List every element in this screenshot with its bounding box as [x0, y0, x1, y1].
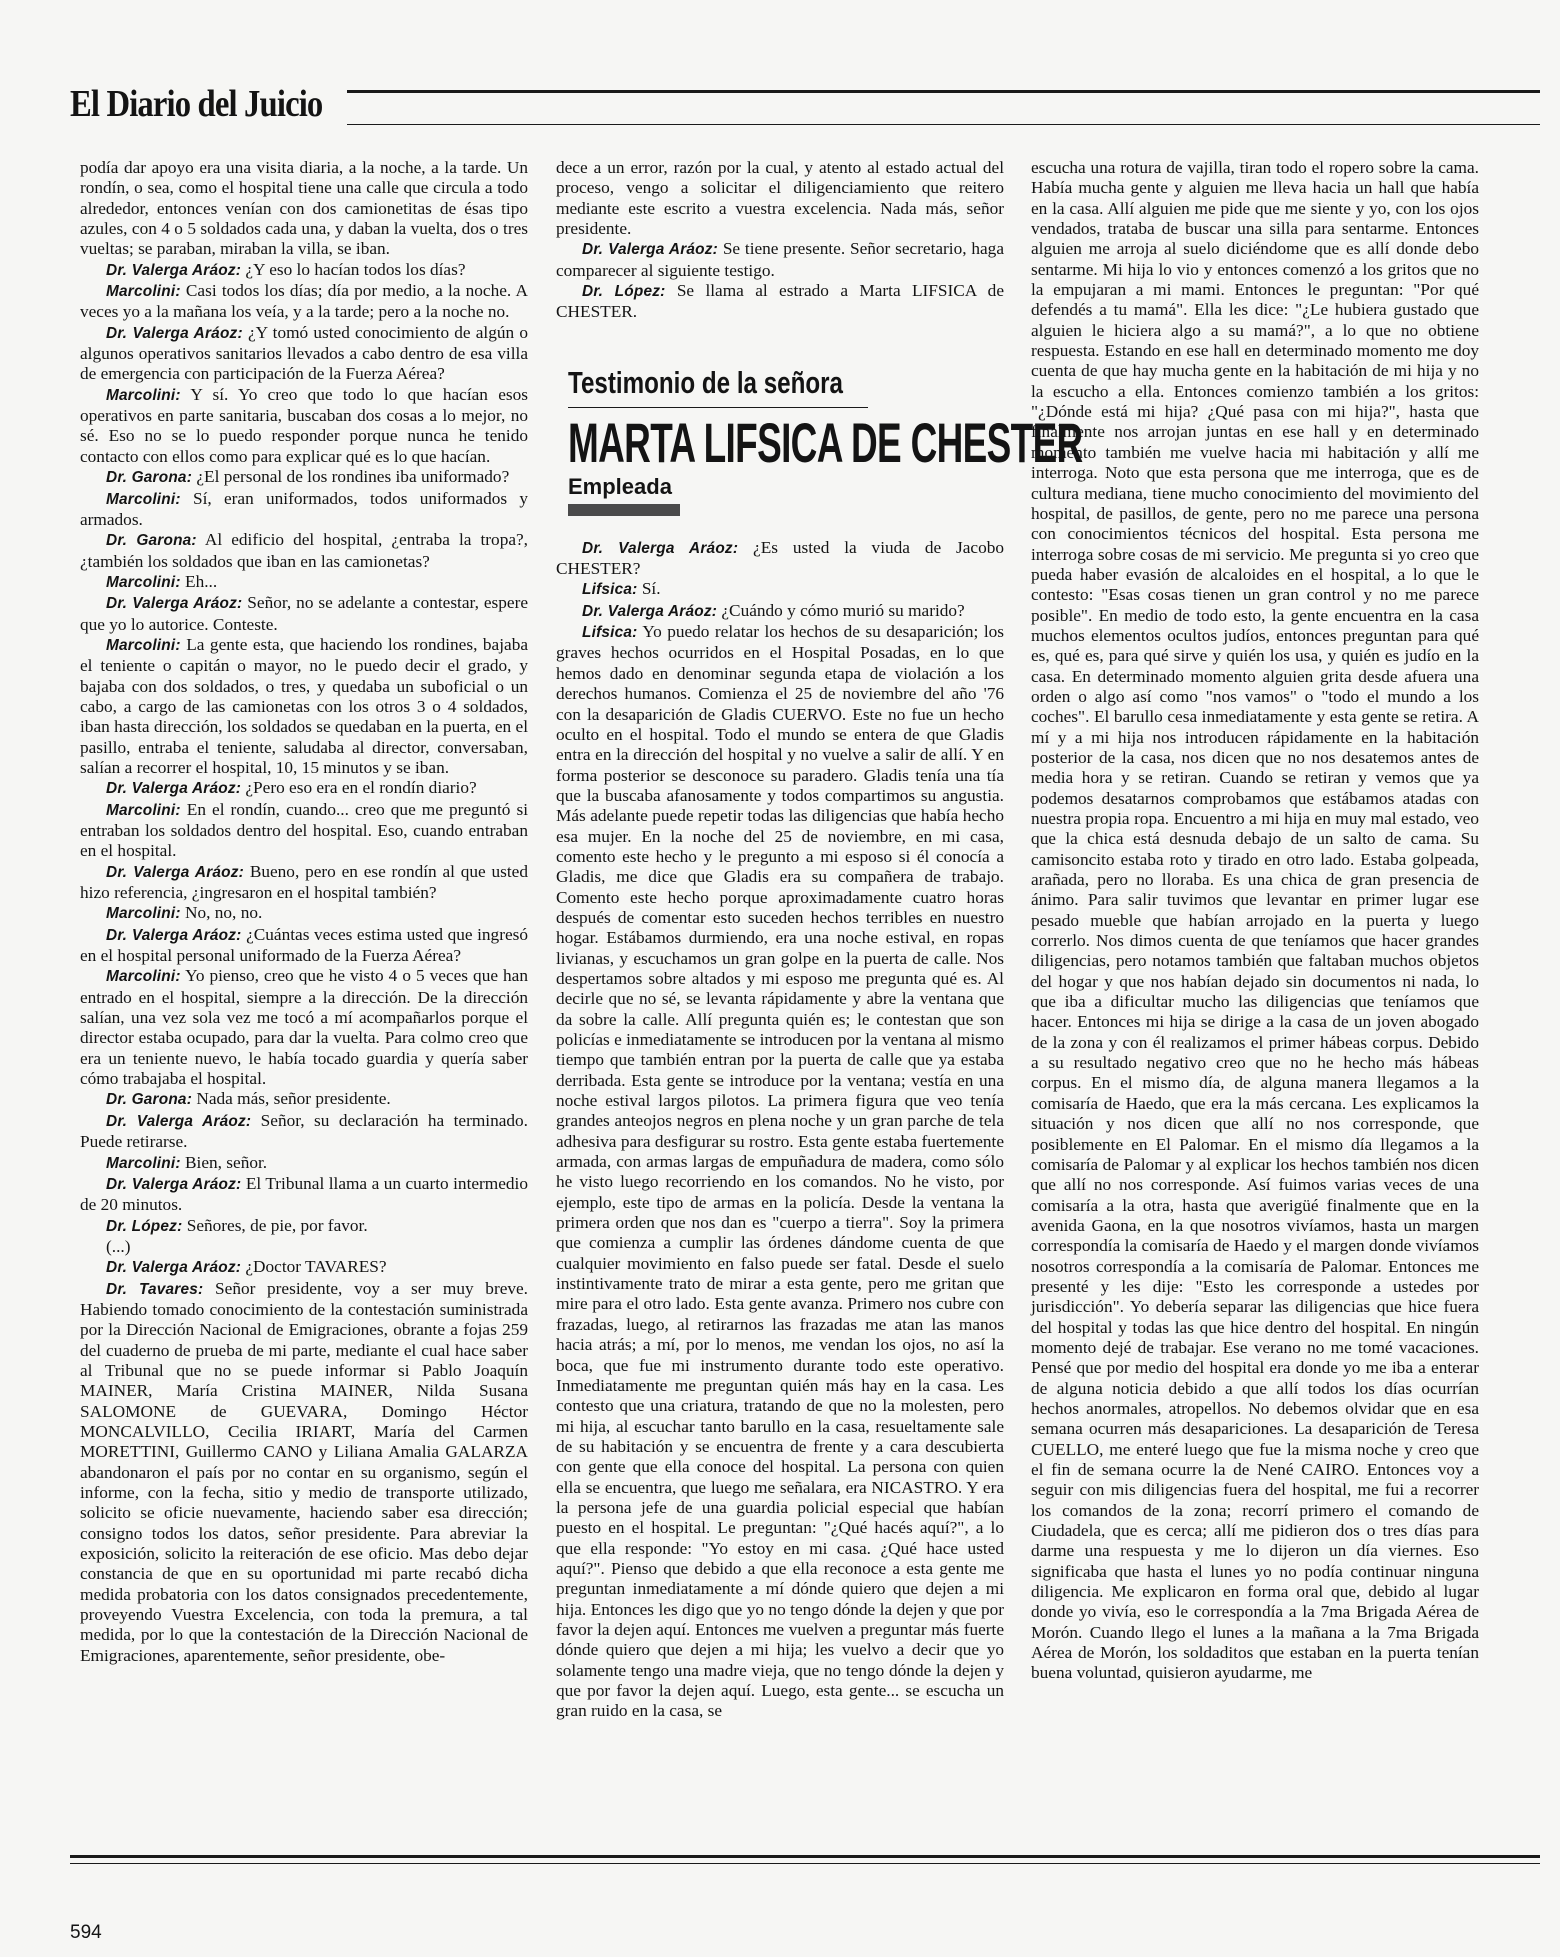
speaker-label: Dr. Garona: [106, 1091, 193, 1109]
speaker-label: Dr. Valerga Aráoz: [106, 261, 242, 279]
speech-paragraph [80, 1174, 528, 1216]
speech-paragraph [80, 1216, 528, 1237]
speech-paragraph [80, 1257, 528, 1278]
paragraph-text: ¿Pero eso era en el rondín diario? [245, 778, 477, 798]
speech-paragraph [80, 593, 528, 635]
speech-paragraph [80, 778, 528, 799]
paragraph-text: Y sí. Yo creo que todo lo que hacían esos operativos en parte sanitaria, buscaban dos cosas a lo mejor, no sé. Eso no se lo puedo responder porque nunca he tenido contacto con ellos como para explicar qué es lo que hacían. [80, 384, 528, 466]
speech-paragraph [80, 862, 528, 904]
witness-name: MARTA LIFSICA DE CHESTER [568, 410, 1083, 474]
speech-paragraph [80, 1279, 528, 1667]
masthead-rule-bottom [347, 124, 1540, 125]
speaker-label: Lifsica: [582, 581, 638, 599]
speaker-label: Dr. Valerga Aráoz: [582, 602, 718, 620]
speech-paragraph [80, 1111, 528, 1153]
paragraph-text: La gente esta, que haciendo los rondines, bajaba el teniente o capitán o mayor, no le puedo decir el grado, y bajaba con dos soldados, o tres, y quedaba un suboficial o un cabo, a cargo de las camionetas con los otros 3 o 4 soldados, iban hasta dirección, los soldados se quedaban en la puerta, en el pasillo, entraba el teniente, saludaba al director, conversaban, salían a recorrer el hospital, 10, 15 minutos y se iban. [80, 634, 529, 777]
paragraph-text: Eh... [185, 571, 218, 591]
speech-paragraph [80, 467, 528, 488]
speaker-label: Dr. Valerga Aráoz: [106, 1259, 242, 1277]
speaker-label: Marcolini: [106, 636, 181, 654]
speaker-label: Marcolini: [106, 573, 181, 591]
speech-paragraph [80, 385, 528, 467]
testimony-rule [568, 407, 868, 408]
text-paragraph [1031, 158, 1479, 1684]
paragraph-text: escucha una rotura de vajilla, tiran todo el ropero sobre la cama. Había mucha gente y alguien me lleva hacia un hall que había en la casa. Allí alguien me pide que me siente y yo, con los ojos vendados, trataba de buscar una silla para sentarme. Entonces alguien me arroja al suelo diciéndome que es allí donde debo sentarme. Mi hija lo vio y entonces comenzó a los gritos que no la empujaran a mi mami. Entonces le preguntan: "Por qué defendés a tu mamá". Ella les dice: "¿Le hubiera gustado que alguien le hiciera algo a su mamá?", a lo que no obtiene respuesta. Estando en ese hall en determinado momento me doy cuenta de que hay mucha gente en la habitación de mi hija y no la escucho a ella. Entonces comienzo también a los gritos: "¿Dónde está mi hija? ¿Qué pasa con mi hija?", hasta que finalmente nos arrojan juntas en ese hall y en determinado momento también me vuelve hacia mi habitación y allí me interroga. Noto que esta persona que me interroga, que es de cultura mediana, tiene mucho conocimiento del movimiento del hospital, de pasillos, de gente, pero no me parece una persona con conocimientos técnicos del hospital. Esta persona me interroga sobre cosas de mi servicio. Me pregunta si yo creo que pueda haber evasión de alcaloides en el hospital, a lo que le contesto: "Esas cosas tienen un gran control y no me parece posible". En medio de todo esto, la gente encuentra en la casa muchos elementos ocultos judíos, entonces preguntan para qué es, qué es, para qué sirve y quién los usa, y quién es judío en la casa. En determinado momento alguien grita desde afuera una orden o algo así como "nos vamos" o "todo el mundo a los coches". El barullo cesa inmediatamente y esta gente se retira. A mí y a mi hija nos introducen rápidamente en la habitación posterior de la casa, nos dicen que no nos desatemos antes de media hora y se retiran. Cuando se retiran y vemos que ya podemos desatarnos comprobamos que estábamos atadas con nuestra propia ropa. Encuentro a mi hija en muy mal estado, veo que la chica está desnuda debajo de un salto de cama. Su camisoncito estaba roto y tirado en otro lado. Estaba golpeada, arañada, pero no lloraba. Es una chica de gran presencia de ánimo. Para salir tuvimos que levantar en primer lugar ese pesado mueble que habían arrojado en la puerta y luego correrlo. Nos dimos cuenta de que teníamos que hacer grandes diligencias, pero notamos también que faltaban muchos objetos del hogar y que nos habían dejado sin documentos ni nada, lo que iba a dificultar mucho las diligencias que teníamos que hacer. Entonces mi hija se dirige a la casa de un joven abogado de la zona y con él realizamos el primer hábeas corpus. Debido a su resultado negativo creo que no he hecho más hábeas corpus. En el mismo día, de alguna manera llegamos a la comisaría de Haedo, que era la más cercana. Les explicamos la situación y nos dicen que allí no nos corresponde, que posiblemente en El Palomar. En el mismo día llegamos a la comisaría de Palomar y al explicar los hechos también nos dicen que allí no nos corresponde. Así fuimos varias veces de una comisaría a la otra, hasta que averigüé finalmente que en la avenida Gaona, en la que nosotros vivíamos, hasta un margen correspondía la comisaría de Haedo y el margen donde vivíamos nosotros correspondía a la comisaría de Palomar. Entonces me presenté y les dije: "Esto les corresponde a ustedes por jurisdicción". Yo debería separar las diligencias que hice fuera del hospital y todas las que hice dentro del hospital. En ningún momento dejé de trabajar. Ese verano no me tomé vacaciones. Pensé que por medio del hospital era donde yo me iba a enterar de alguna noticia debido a que allí todos los días ocurrían hechos anormales, atropellos. No debemos olvidar que en esa semana ocurren más desapariciones. La desaparición de Teresa CUELLO, me enteré luego que fue la misma noche y creo que el fin de semana ocurre la de Nené CAIRO. Entonces voy a seguir con mis diligencias fuera del hospital, me fui a recorrer los comandos de la zona; recorrí primero el comando de Ciudadela, que es cerca; allí me pidieron dos o tres días para darme una respuesta y me lo dijeron un día viernes. Eso significaba que hasta el lunes yo no podía continuar ninguna diligencia. Me explicaron en forma oral que, debido al lugar donde yo vivía, eso le correspondía a la 7ma Brigada Aérea de Morón. Cuando llego el lunes a la mañana a la 7ma Brigada Aérea de Morón, los soldaditos que estaban en la puerta tenían buena voluntad, quisieron ayudarme, me [1031, 158, 1479, 1683]
paragraph-text: dece a un error, razón por la cual, y atento al estado actual del proceso, vengo a solicitar el diligenciamiento que reitero mediante este escrito a vuestra excelencia. Nada más, señor presidente. [556, 158, 1004, 239]
paragraph-text: ¿Y eso lo hacían todos los días? [245, 259, 466, 279]
heading-bar [568, 504, 680, 516]
speaker-label: Dr. Valerga Aráoz: [106, 780, 242, 798]
footer-rule-thin [70, 1863, 1540, 1864]
speaker-label: Marcolini: [106, 801, 181, 819]
speaker-label: Dr. Tavares: [106, 1280, 204, 1298]
speech-paragraph [80, 323, 528, 385]
speaker-label: Lifsica: [582, 624, 638, 642]
speech-paragraph [556, 281, 1004, 323]
testimony-heading [568, 363, 1083, 516]
speaker-label: Dr. López: [106, 1217, 183, 1235]
paragraph-text: ¿Cuántas veces estima usted que ingresó en el hospital personal uniformado de la Fuerza Aérea? [80, 924, 528, 966]
witness-occupation: Empleada [568, 473, 672, 499]
speaker-label: Dr. Valerga Aráoz: [106, 324, 243, 342]
speech-paragraph [80, 530, 528, 572]
speech-paragraph [556, 622, 1004, 1722]
paragraph-text: Señor, no se adelante a contestar, espere que yo lo autorice. Conteste. [80, 593, 528, 634]
speech-paragraph [80, 903, 528, 924]
speech-paragraph [556, 601, 1004, 622]
paragraph-text: En el rondín, cuando... creo que me preguntó si entraban los soldados dentro del hospital. Eso, cuando entraban en el hospital. [80, 799, 528, 861]
masthead-rule-top [347, 90, 1540, 93]
column-2 [556, 158, 1083, 1844]
paragraph-text: Bueno, pero en ese rondín al que usted hizo referencia, ¿ingresaron en el hospital también? [80, 861, 528, 903]
speaker-label: Marcolini: [106, 968, 181, 986]
speaker-label: Dr. Valerga Aráoz: [582, 539, 739, 557]
paragraph-text: No, no, no. [185, 903, 263, 923]
footer-rule-thick [70, 1855, 1540, 1858]
speaker-label: Dr. Valerga Aráoz: [582, 241, 718, 259]
paragraph-text: Yo pienso, creo que he visto 4 o 5 veces que han entrado en el hospital, siempre a la dirección. De la dirección salían, una vez sola vez me tocó a mí acompañarlos porque el director estaba ocupado, para dar la vuelta. Para colmo creo que era un teniente nuevo, le había tocado guardia y quería saber cómo trabajaba el hospital. [80, 966, 528, 1089]
paragraph-text: Se tiene presente. Señor secretario, haga comparecer al siguiente testigo. [556, 239, 1004, 280]
paragraph-text: Yo puedo relatar los hechos de su desaparición; los graves hechos ocurridos en el Hospital Posadas, en lo que hemos dado en denominar segunda etapa de violación a los derechos humanos. Comienza el 25 de noviembre del año '76 con la desaparición de Gladis CUERVO. Este no fue un hecho oculto en el hospital. Todo el mundo se entera de que Gladis entra en la dirección del hospital y no vuelve a salir de allí. Y en forma posterior se desconoce su paradero. Gladis tenía una tía que la buscaba afanosamente y todos compartimos su angustia. Más adelante puede repetir todas las diligencias que había hecho esa mujer. En la noche del 25 de noviembre, en mi casa, comento este hecho y le pregunto a mi esposo si él conocía a Gladis, me dice que Gladis era su compañera de trabajo. Comento este hecho porque aproximadamente cuatro horas después de comentar esto suceden hechos terribles en nuestro hogar. Estábamos durmiendo, era una noche estival, en ropas livianas, y escuchamos un gran golpe en la puerta de calle. Nos despertamos sobre altados y mi esposo me pregunta qué es. Al decirle que no sé, se levanta rápidamente y abre la ventana que da sobre la calle. Allí pregunta quién es; le contestan que son policías e inmediatamente se introducen por la ventana al mismo tiempo que también entran por la puerta de calle que ya estaba derribada. Esta gente se introduce por la ventana; vestía en una noche estival largos pilotos. La primera figura que veo tenía grandes anteojos negros en plena noche y un gran parche de tela adhesiva para desfigurar su rostro. Esta gente estaba fuertemente armada, con armas largas de empuñadura de madera, como sólo he visto luego recorriendo en los comandos. No he visto, por ejemplo, este tipo de armas en la policía. Desde la ventana la primera orden que nos dan es "cuerpo a tierra". Soy la primera que comienza a cumplir las órdenes dándome cuenta de que cualquier movimiento en falso puede ser fatal. Desde el suelo instintivamente trato de mirar a esta gente, pero me gritan que mire para el otro lado. Esta gente avanza. Primero nos cubre con frazadas, luego, al retirarnos las frazadas me atan las manos hacia atrás; a mí, por lo menos, me vendan los ojos, no así la boca, que fue mi instrumento durante todo este operativo. Inmediatamente me preguntan quién más hay en la casa. Les contesto que una criatura, tratando de que no la molesten, pero mi hija, al escuchar tanto barullo en la casa, resueltamente sale de su habitación y se encuentra de frente y a cara descubierta con gente que ella conoce del hospital. La persona con quien ella se encuentra, que luego me señalara, era NICASTRO. Y era la persona jefe de una guardia policial especial que habían puesto en el hospital. Le preguntan: "¿Qué hacés aquí?", a lo que ella responde: "Yo estoy en mi casa. ¿Qué hace usted aquí?". Pienso que debido a que ella reconoce a esta gente me preguntan inmediatamente a mí dónde quiero que dejen a mi hija. Entonces les digo que yo no tengo dónde la dejen y que por favor la dejen aquí. Entonces me vuelven a preguntar más fuerte dónde quiero que dejen a mi hija; les vuelvo a decir que yo solamente tengo una madre vieja, que no tengo dónde la dejen y que por favor la dejen aquí. Luego, esta gente... se escucha un gran ruido en la casa, se [556, 622, 1004, 1721]
speech-paragraph [556, 239, 1004, 281]
column-1 [80, 158, 528, 1844]
paragraph-text: Señor, su declaración ha terminado. Puede retirarse. [80, 1110, 528, 1152]
paragraph-text: El Tribunal llama a un cuarto intermedio de 20 minutos. [80, 1173, 528, 1215]
paragraph-text: ¿Doctor TAVARES? [245, 1257, 387, 1277]
speaker-label: Dr. Valerga Aráoz: [106, 926, 242, 944]
speech-paragraph [80, 260, 528, 281]
paragraph-text: podía dar apoyo era una visita diaria, a la noche, a la tarde. Un rondín, o sea, como el hospital tiene una calle que circula a todo alrededor, entonces venían con dos camionetitas de ésas tipo azules, con 4 o 5 soldados cada una, y daban la vuelta, dos o tres vueltas; se paraban, miraban la villa, se iban. [80, 158, 528, 259]
speech-paragraph [80, 489, 528, 531]
speaker-label: Dr. Valerga Aráoz: [106, 1112, 252, 1130]
masthead [70, 82, 1540, 132]
speech-paragraph [80, 281, 528, 323]
speaker-label: Dr. López: [582, 283, 666, 301]
masthead-title: El Diario del Juicio [70, 83, 323, 125]
page-number: 594 [70, 1922, 102, 1943]
testimony-lead: Testimonio de la señora [568, 364, 844, 400]
speaker-label: Marcolini: [106, 386, 181, 404]
paragraph-text: Se llama al estrado a Marta LIFSICA de CHESTER. [556, 281, 1004, 322]
speaker-label: Dr. Valerga Aráoz: [106, 595, 243, 613]
speaker-label: Marcolini: [106, 905, 181, 923]
paragraph-text: Señores, de pie, por favor. [186, 1215, 368, 1235]
paragraph-text: ¿El personal de los rondines iba uniformado? [196, 467, 510, 487]
speech-paragraph [80, 635, 528, 778]
speaker-label: Dr. Valerga Aráoz: [106, 1175, 242, 1193]
speech-paragraph [556, 579, 1004, 600]
paragraph-text: Nada más, señor presidente. [196, 1089, 391, 1109]
paragraph-text: Casi todos los días; día por medio, a la noche. A veces yo a la mañana los veía, y a la tarde; pero a la noche no. [80, 281, 528, 322]
speech-paragraph [80, 925, 528, 967]
text-paragraph [80, 158, 528, 260]
paragraph-text: ¿Es usted la viuda de Jacobo CHESTER? [556, 537, 1004, 579]
speaker-label: Dr. Valerga Aráoz: [106, 863, 245, 881]
speech-paragraph [80, 1153, 528, 1174]
speech-paragraph [80, 572, 528, 593]
column-2-top [556, 158, 1004, 323]
text-paragraph [556, 158, 1004, 239]
speech-paragraph [80, 1089, 528, 1110]
paragraph-text: Sí, eran uniformados, todos uniformados y armados. [80, 488, 528, 529]
column-2-bottom [556, 538, 1004, 1722]
speaker-label: Dr. Garona: [106, 469, 193, 487]
paragraph-text: Sí. [641, 579, 661, 599]
paragraph-text: (...) [106, 1236, 131, 1256]
speaker-label: Marcolini: [106, 490, 181, 508]
speech-paragraph [80, 800, 528, 862]
paragraph-text: Bien, señor. [185, 1152, 268, 1172]
speaker-label: Marcolini: [106, 283, 181, 301]
speech-paragraph [80, 966, 528, 1089]
paragraph-text: Señor presidente, voy a ser muy breve. Habiendo tomado conocimiento de la contestación suministrada por la Dirección Nacional de Emigraciones, obrante a fojas 259 del cuaderno de prueba de mi parte, mediante el cual hace saber al Tribunal que no se puede informar si Pablo Joaquín MAINER, María Cristina MAINER, Nilda Susana SALOMONE de GUEVARA, Domingo Héctor MONCALVILLO, Cecilia IRIART, María del Carmen MORETTINI, Guillermo CANO y Liliana Amalia GALARZA abandonaron el país por no contar en su organismo, según el informe, con la fecha, sitio y medio de transporte utilizado, solicito se oficie nuevamente, haciendo saber esa dirección; consigno todos los datos, señor presidente. Para abreviar la exposición, solicito la reiteración de ese oficio. Mas debo dejar constancia de que en su oportunidad mi parte recabó dicha medida probatoria con los datos consignados precedentemente, proveyendo Vuestra Excelencia, con toda la premura, a tal medida, por lo que la contestación de la Dirección Nacional de Emigraciones, aparentemente, señor presidente, obe- [80, 1278, 528, 1665]
speaker-label: Marcolini: [106, 1154, 181, 1172]
text-paragraph [80, 1237, 528, 1257]
speaker-label: Dr. Garona: [106, 532, 197, 550]
paragraph-text: ¿Cuándo y cómo murió su marido? [721, 600, 965, 620]
speech-paragraph [556, 538, 1004, 580]
column-3 [1031, 158, 1479, 1844]
paragraph-text: ¿Y tomó usted conocimiento de algún o algunos operativos sanitarios llevados a cabo dentro de esa villa de emergencia con participación de la Fuerza Aérea? [80, 322, 528, 384]
paragraph-text: Al edificio del hospital, ¿entraba la tropa?, ¿también los soldados que iban en las camionetas? [80, 530, 528, 571]
